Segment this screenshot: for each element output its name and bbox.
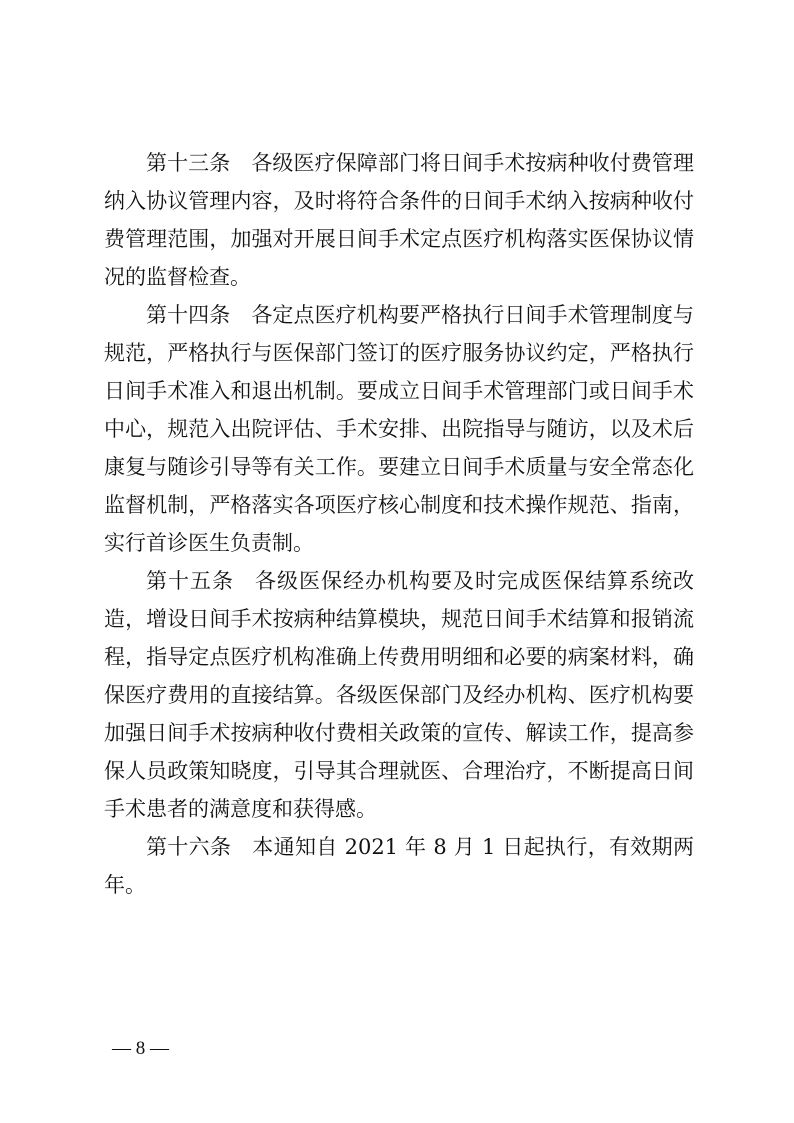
article-13-heading: 第十三条 <box>146 151 231 175</box>
article-13-text: 各级医疗保障部门将日间手术按病种收付费管理纳入协议管理内容，及时将符合条件的日间手术纳入按病种收付费管理范围，加强对开展日间手术定点医疗机构落实医保协议情况的监督检查。 <box>104 151 695 289</box>
article-14-heading: 第十四条 <box>146 303 231 327</box>
article-15-text: 各级医保经办机构要及时完成医保结算系统改造，增设日间手术按病种结算模块，规范日间手术结算和报销流程，指导定点医疗机构准确上传费用明细和必要的病案材料，确保医疗费用的直接结算。各级医保部门及经办机构、医疗机构要加强日间手术按病种收付费相关政策的宣传、解读工作，提高参保人员政策知晓度，引导其合理就医、合理治疗，不断提高日间手术患者的满意度和获得感。 <box>104 569 694 821</box>
article-13-paragraph <box>104 144 694 296</box>
article-15-heading: 第十五条 <box>146 569 234 593</box>
article-14-paragraph <box>104 296 694 562</box>
article-16-text: 本通知自 2021 年 8 月 1 日起执行，有效期两年。 <box>104 835 694 897</box>
document-body <box>104 144 694 904</box>
page-number: — 8 — <box>112 1038 169 1059</box>
article-14-text: 各定点医疗机构要严格执行日间手术管理制度与规范，严格执行与医保部门签订的医疗服务协议约定，严格执行日间手术准入和退出机制。要成立日间手术管理部门或日间手术中心，规范入出院评估、手术安排、出院指导与随访，以及术后康复与随诊引导等有关工作。要建立日间手术质量与安全常态化监督机制，严格落实各项医疗核心制度和技术操作规范、指南，实行首诊医生负责制。 <box>104 303 695 555</box>
article-16-paragraph <box>104 828 694 904</box>
article-15-paragraph <box>104 562 694 828</box>
article-16-heading: 第十六条 <box>146 835 232 859</box>
